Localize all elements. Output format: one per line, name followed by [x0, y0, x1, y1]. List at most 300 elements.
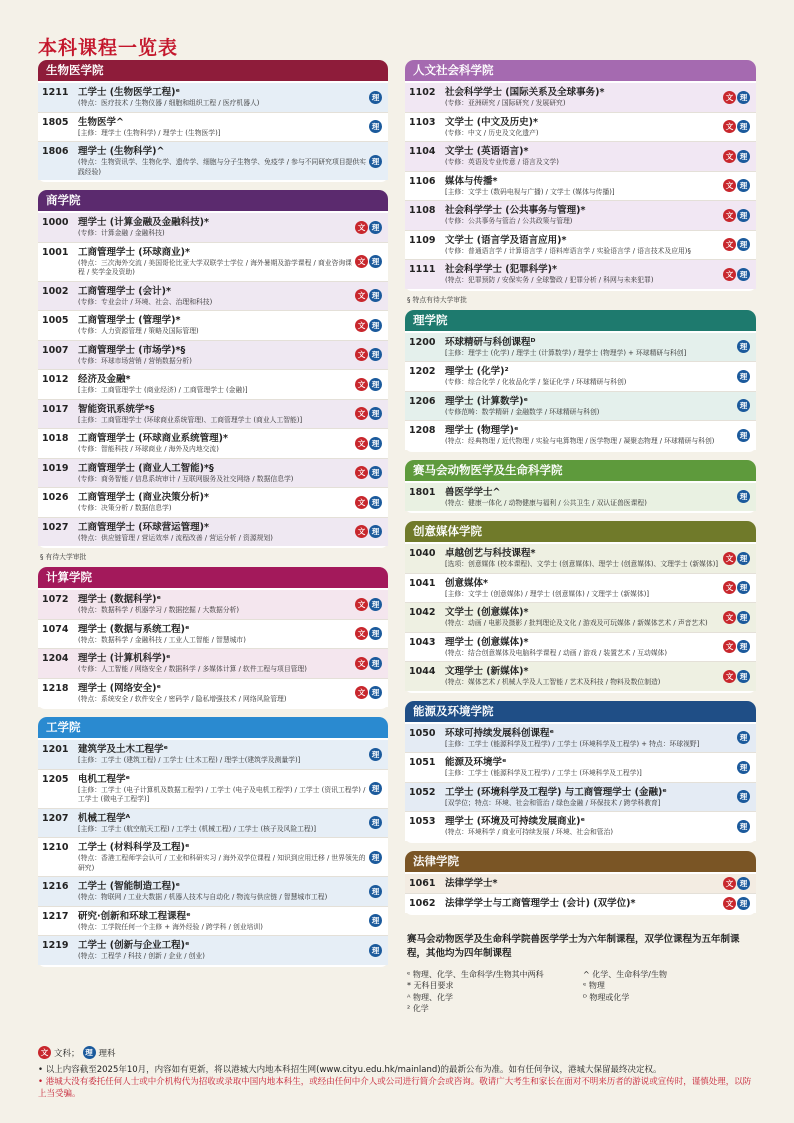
li-badge-icon: 理 — [369, 221, 382, 234]
course-name: 理学士 (计算数学)ᵉ — [445, 395, 529, 407]
course-name: 机械工程学ᴬ — [78, 812, 131, 824]
li-badge-icon: 理 — [737, 761, 750, 774]
course-detail: [双学位；特点：环境、社会和管治 / 绿色金融 / 环保技术 / 跨学科教育] — [445, 798, 661, 807]
stream-badges — [355, 378, 382, 391]
li-badge-icon: 理 — [369, 255, 382, 268]
li-badge-icon: 理 — [737, 790, 750, 803]
wen-badge-icon: 文 — [355, 525, 368, 538]
course-detail: (专修：人工智能 / 网络安全 / 数据科学 / 多媒体计算 / 软件工程与项目管理) — [78, 665, 307, 673]
course-detail: (专修：计算金融 / 金融科技) — [78, 229, 165, 237]
course-row — [38, 907, 388, 937]
course-code: 1218 — [42, 682, 69, 694]
course-code: 1005 — [42, 315, 69, 326]
wen-badge-icon: 文 — [355, 378, 368, 391]
wen-badge-icon: 文 — [355, 466, 368, 479]
course-info — [441, 665, 720, 688]
requirement-legend-item: ᵉ 物理 — [583, 981, 605, 990]
li-badge-icon: 理 — [369, 851, 382, 864]
course-row — [38, 213, 388, 243]
stream-badges — [355, 221, 382, 234]
course-row — [405, 362, 756, 392]
course-info — [74, 623, 352, 646]
course-detail: [主修：理学士 (生物科学) / 理学士 (生物医学)] — [78, 128, 221, 137]
wen-badge-icon: 文 — [355, 348, 368, 361]
course-row — [38, 400, 388, 430]
wen-badge-icon: 文 — [355, 221, 368, 234]
course-name: 工学士 (生物医学工程)ᵉ — [78, 87, 181, 98]
course-detail: (特点：香港工程师学会认可 / 工业和科研实习 / 海外双学位课程 / 知识到应用迁移 / 世界领先的研究) — [78, 854, 366, 872]
stream-badges — [737, 370, 750, 383]
course-row — [38, 282, 388, 312]
course-row — [38, 370, 388, 400]
course-info — [74, 593, 352, 616]
course-row — [38, 809, 388, 839]
course-info — [74, 491, 352, 514]
course-row — [405, 113, 756, 143]
course-name: 环球可持续发展科创课程ᵉ — [445, 727, 555, 739]
wen-badge-icon: 文 — [723, 897, 736, 910]
course-code: 1001 — [42, 246, 69, 258]
course-row — [405, 603, 756, 633]
course-code: 1051 — [409, 757, 436, 768]
course-code: 1207 — [42, 812, 69, 824]
course-detail: (专修范畴：数学精研 / 金融数学 / 环球精研与科创) — [445, 407, 600, 416]
li-badge-icon: 理 — [369, 155, 382, 168]
section-title-energy: 能源及环境学院 — [405, 701, 756, 722]
course-detail: [主修：文学士 (创意媒体) / 理学士 (创意媒体) / 文理学士 (新媒体)] — [445, 589, 650, 598]
section-footnote: § 特点有待大学审批 — [407, 295, 467, 304]
li-badge-icon: 理 — [737, 552, 750, 565]
course-code: 1805 — [42, 116, 69, 128]
course-code: 1104 — [409, 146, 436, 157]
li-badge-icon: 理 — [369, 686, 382, 699]
course-row — [405, 633, 756, 663]
li-badge-icon: 理 — [369, 816, 382, 829]
course-code: 1801 — [409, 486, 436, 498]
li-legend-label: 理科 — [98, 1048, 116, 1059]
section-body-computing — [38, 588, 388, 709]
wen-badge-icon: 文 — [723, 552, 736, 565]
course-detail: (专修：中文 / 历史及文化遗产) — [445, 128, 539, 137]
course-row — [405, 83, 756, 113]
course-info — [441, 727, 734, 750]
course-detail: (特点：系统安全 / 软件安全 / 密码学 / 隐私增强技术 / 网络风险管理) — [78, 694, 287, 703]
li-badge-icon: 理 — [737, 429, 750, 442]
course-row — [38, 113, 388, 143]
li-badge-icon: 理 — [369, 289, 382, 302]
stream-badges — [723, 238, 750, 251]
course-code: 1053 — [409, 816, 436, 827]
course-info — [441, 365, 734, 388]
wen-badge-icon: 文 — [723, 238, 736, 251]
li-badge-icon: 理 — [737, 340, 750, 353]
course-detail: (特点：犯罪预防 / 安保实务 / 全球警政 / 犯罪分析 / 科网与未来犯罪) — [445, 276, 654, 284]
course-detail: [主修：工学士 (建筑工程) / 工学士 (土木工程) / 理学士(建筑学及测量学)] — [78, 756, 301, 764]
li-badge-icon: 理 — [737, 179, 750, 192]
course-code: 1211 — [42, 87, 69, 98]
course-row — [405, 544, 756, 574]
li-badge-icon: 理 — [737, 91, 750, 104]
section-title-bme: 生物医学院 — [38, 60, 388, 81]
page-title: 本科课程一览表 — [38, 37, 179, 59]
course-code: 1103 — [409, 116, 436, 128]
course-name: 社会科学学士 (公共事务与管理)* — [445, 205, 586, 216]
course-info — [74, 86, 366, 109]
course-name: 理学士 (环境及可持续发展商业)ᵉ — [445, 816, 586, 827]
wen-badge-icon: 文 — [355, 319, 368, 332]
course-info — [441, 636, 720, 659]
left-column — [38, 60, 388, 975]
course-code: 1216 — [42, 881, 69, 892]
section-title-humanities: 人文社会科学院 — [405, 60, 756, 81]
course-detail: (专修：环球市场营销 / 营销数据分析) — [78, 356, 192, 365]
section-title-science: 理学院 — [405, 310, 756, 331]
stream-badges — [723, 611, 750, 624]
course-name: 工商管理学士 (环球商业系统管理)* — [78, 433, 228, 444]
course-info — [74, 652, 352, 675]
course-name: 兽医学学士^ — [445, 486, 501, 498]
stream-badges — [369, 748, 382, 761]
course-code: 1109 — [409, 234, 436, 246]
course-name: 文理学士 (新媒体)* — [445, 666, 529, 677]
li-badge-icon: 理 — [369, 525, 382, 538]
stream-badges — [737, 399, 750, 412]
course-row — [405, 894, 756, 913]
stream-badges — [355, 348, 382, 361]
course-row — [405, 812, 756, 841]
stream-badges — [355, 437, 382, 450]
stream-badges — [723, 640, 750, 653]
stream-badges — [723, 670, 750, 683]
wen-badge-icon: 文 — [355, 289, 368, 302]
course-info — [74, 812, 366, 835]
stream-badges — [355, 496, 382, 509]
course-detail: [主修：理学士 (化学) / 理学士 (计算数学) / 理学士 (物理学) + 环球精研与科创] — [445, 348, 687, 357]
course-code: 1108 — [409, 205, 436, 216]
li-badge-icon: 理 — [737, 268, 750, 281]
course-row — [38, 488, 388, 518]
course-info — [74, 682, 352, 705]
wen-badge-icon: 文 — [355, 255, 368, 268]
course-row — [405, 574, 756, 604]
course-name: 社会科学学士 (国际关系及全球事务)* — [445, 87, 605, 98]
course-name: 工商管理学士 (市场学)*§ — [78, 344, 186, 356]
li-badge-icon: 理 — [369, 748, 382, 761]
course-info — [74, 841, 366, 873]
li-badge-icon: 理 — [369, 348, 382, 361]
course-row — [38, 429, 388, 459]
li-badge-icon: 理 — [369, 914, 382, 927]
course-name: 文学士 (创意媒体)* — [445, 607, 529, 618]
course-code: 1041 — [409, 577, 436, 589]
course-name: 理学士 (数据与系统工程)ᵉ — [78, 623, 190, 635]
stream-badges — [355, 686, 382, 699]
course-info — [74, 314, 352, 337]
course-code: 1106 — [409, 175, 436, 187]
stream-badges — [369, 120, 382, 133]
course-name: 工商管理学士 (商业人工智能)*§ — [78, 462, 214, 474]
section-bme — [38, 60, 388, 190]
section-body-humanities — [405, 81, 756, 291]
course-detail: [主修：工学士 (电子计算机及数据工程学) / 工学士 (电子及电机工程学) / 工学士 (资讯工程学) / 工学士 (微电子工程学)] — [78, 785, 366, 803]
section-body-law — [405, 872, 756, 915]
course-code: 1052 — [409, 786, 436, 798]
stream-badges — [723, 209, 750, 222]
course-detail: (特点：生物资讯学、生物化学、遗传学、细胞与分子生物学、免疫学 / 参与不同研究项目提供实践经验) — [78, 158, 366, 176]
course-code: 1061 — [409, 877, 436, 889]
section-computing — [38, 567, 388, 717]
course-name: 环球精研与科创课程ᴰ — [445, 336, 536, 348]
stream-badges — [737, 731, 750, 744]
wen-badge-icon: 文 — [723, 581, 736, 594]
stream-badges — [723, 552, 750, 565]
course-code: 1026 — [42, 492, 69, 503]
stream-badges — [355, 407, 382, 420]
course-info — [441, 145, 720, 168]
course-row — [38, 936, 388, 965]
course-row — [38, 770, 388, 809]
course-code: 1205 — [42, 773, 69, 785]
course-code: 1806 — [42, 146, 69, 157]
course-row — [38, 838, 388, 877]
stream-badges — [355, 319, 382, 332]
stream-badges — [355, 466, 382, 479]
li-badge-icon: 理 — [737, 877, 750, 890]
course-info — [74, 344, 352, 367]
course-code: 1200 — [409, 336, 436, 348]
course-row — [405, 333, 756, 363]
li-badge-icon: 理 — [369, 496, 382, 509]
stream-badges — [369, 91, 382, 104]
li-badge-icon: 理 — [369, 944, 382, 957]
course-name: 工学士 (环境科学及工程学) 与工商管理学士 (金融)ᵉ — [445, 786, 667, 798]
wen-badge-icon: 文 — [723, 209, 736, 222]
course-code: 1219 — [42, 940, 69, 951]
course-detail: (专修：亚洲研究 / 国际研究 / 发展研究) — [445, 99, 566, 107]
course-detail: [主修：工学士 (航空航天工程) / 工学士 (机械工程) / 工学士 (核子及风险工程)] — [78, 824, 317, 833]
course-code: 1002 — [42, 285, 69, 297]
course-name: 智能资讯系统学*§ — [78, 403, 155, 415]
course-row — [38, 620, 388, 650]
course-info — [74, 145, 366, 177]
right-column — [405, 60, 756, 1015]
course-detail: (特点：工程学 / 科技 / 创新 / 企业 / 创业) — [78, 952, 205, 960]
course-code: 1042 — [409, 607, 436, 618]
course-code: 1017 — [42, 403, 69, 415]
course-row — [405, 421, 756, 450]
course-info — [74, 373, 352, 396]
course-detail: (特点：健康一体化 / 动物健康与福利 / 公共卫生 / 双认证兽医课程) — [445, 498, 647, 507]
wen-badge-icon: 文 — [723, 670, 736, 683]
wen-badge-icon: 文 — [355, 627, 368, 640]
course-detail: (专修：公共事务与管治 / 公共政策与管理) — [445, 217, 573, 225]
course-info — [441, 547, 720, 570]
course-code: 1018 — [42, 433, 69, 444]
section-business — [38, 190, 388, 561]
course-row — [405, 783, 756, 813]
course-code: 1027 — [42, 521, 69, 533]
wen-badge-icon: 文 — [723, 179, 736, 192]
course-code: 1204 — [42, 653, 69, 664]
li-badge-icon: 理 — [737, 150, 750, 163]
course-info — [441, 606, 720, 629]
stream-badges — [737, 790, 750, 803]
stream-badges — [723, 877, 750, 890]
course-name: 卓越创艺与科技课程* — [445, 548, 536, 559]
course-row — [38, 243, 388, 282]
course-info — [441, 175, 720, 198]
wen-badge-icon: 文 — [723, 640, 736, 653]
course-detail: (专修：专业会计 / 环境、社会、治理和科技) — [78, 297, 213, 306]
course-row — [38, 649, 388, 679]
course-name: 理学士 (计算金融及金融科技)* — [78, 217, 209, 228]
footer-notes — [38, 1064, 756, 1100]
course-name: 文学士 (英语语言)* — [445, 146, 529, 157]
course-info — [441, 486, 734, 509]
wen-badge-icon: 文 — [38, 1046, 51, 1059]
wen-badge-icon: 文 — [723, 120, 736, 133]
li-badge-icon: 理 — [369, 782, 382, 795]
course-row — [405, 874, 756, 894]
course-row — [405, 201, 756, 231]
course-row — [405, 142, 756, 172]
course-info — [441, 116, 720, 139]
course-name: 经济及金融* — [78, 374, 131, 385]
wen-badge-icon: 文 — [723, 150, 736, 163]
course-name: 工商管理学士 (管理学)* — [78, 315, 181, 326]
course-code: 1206 — [409, 395, 436, 407]
wen-badge-icon: 文 — [355, 598, 368, 611]
section-engineering — [38, 717, 388, 975]
stream-badges — [723, 268, 750, 281]
li-badge-icon: 理 — [737, 399, 750, 412]
course-name: 电机工程学ᵉ — [78, 773, 131, 785]
course-detail: [主修：工学士 (能源科学及工程学) / 工学士 (环境科学及工程学) + 特点：环球视野] — [445, 739, 700, 748]
stream-badges — [355, 627, 382, 640]
section-title-computing: 计算学院 — [38, 567, 388, 588]
requirement-legend-item: ² 化学 — [407, 1004, 429, 1013]
course-row — [405, 753, 756, 783]
course-row — [405, 392, 756, 422]
li-badge-icon: 理 — [737, 640, 750, 653]
course-info — [441, 756, 734, 779]
course-name: 理学士 (化学)² — [445, 366, 509, 377]
li-badge-icon: 理 — [737, 370, 750, 383]
course-info — [74, 521, 352, 544]
course-detail: [主修：文学士 (数码电视与广播) / 文学士 (媒体与传播)] — [445, 187, 615, 196]
course-name: 工商管理学士 (环球商业)* — [78, 246, 190, 258]
course-name: 媒体与传播* — [445, 175, 498, 187]
requirement-legend-item: ᴬ 物理、化学 — [407, 992, 453, 1002]
course-name: 研究·创新和环球工程课程ᵉ — [78, 910, 191, 922]
course-detail: (特点：医疗技术 / 生物仪器 / 细胞和组织工程 / 医疗机器人) — [78, 99, 260, 107]
course-detail: [主修：工商管理学士 (环球商业系统管理)、工商管理学士 (商业人工智能)] — [78, 415, 303, 424]
li-badge-icon: 理 — [369, 407, 382, 420]
li-badge-icon: 理 — [369, 466, 382, 479]
course-info — [74, 403, 352, 426]
course-detail: (特点：物联网 / 工业大数据 / 机器人技术与自动化 / 物流与供应链 / 智慧城市工程) — [78, 893, 328, 901]
course-detail: (特点：媒体艺术 / 机械人学及人工智能 / 艺术及科技 / 物料及数位制造) — [445, 678, 661, 686]
course-detail: (专修：智能科技 / 环球商业 / 海外及内地交流) — [78, 445, 219, 453]
stream-badges — [369, 816, 382, 829]
course-detail: (专修：英语及专业传意 / 语言及文学) — [445, 158, 559, 166]
course-code: 1217 — [42, 910, 69, 922]
course-code: 1102 — [409, 87, 436, 98]
course-name: 理学士 (计算机科学)ᵉ — [78, 653, 171, 664]
course-info — [74, 910, 366, 933]
course-code: 1072 — [42, 594, 69, 605]
course-detail: (特点：结合创意媒体及电脑科学课程 / 动画 / 游戏 / 装置艺术 / 互动媒体) — [445, 648, 668, 657]
stream-badges — [369, 782, 382, 795]
course-info — [441, 336, 734, 359]
course-row — [38, 83, 388, 113]
course-row — [405, 172, 756, 202]
course-row — [405, 260, 756, 289]
course-row — [405, 724, 756, 754]
stream-badges — [369, 851, 382, 864]
course-detail: (特点：动画 / 电影及摄影 / 批判理论及文化 / 游戏及可玩媒体 / 新媒体艺术 / 声音艺术) — [445, 619, 708, 627]
course-name: 工商管理学士 (会计)* — [78, 285, 171, 297]
course-name: 文学士 (中文及历史)* — [445, 116, 538, 128]
wen-legend-label: 文科； — [54, 1048, 80, 1059]
course-code: 1050 — [409, 727, 436, 739]
course-name: 理学士 (生物科学)^ — [78, 146, 165, 157]
course-detail: (专修：普通语言学 / 计算语言学 / 语料库语言学 / 实验语言学 / 语言技术及应用)§ — [445, 246, 691, 255]
stream-badges — [369, 885, 382, 898]
course-code: 1062 — [409, 897, 436, 909]
course-name: 社会科学学士 (犯罪科学)* — [445, 264, 557, 275]
course-code: 1043 — [409, 636, 436, 648]
stream-badges — [355, 289, 382, 302]
course-name: 工商管理学士 (商业决策分析)* — [78, 492, 209, 503]
course-row — [405, 662, 756, 691]
section-title-engineering: 工学院 — [38, 717, 388, 738]
section-energy — [405, 701, 756, 851]
course-detail: (特点：数据科学 / 金融科技 / 工业人工智能 / 智慧城市) — [78, 635, 246, 644]
stream-badges — [723, 897, 750, 910]
course-info — [441, 263, 720, 286]
section-body-engineering — [38, 738, 388, 967]
course-row — [38, 311, 388, 341]
stream-badges — [723, 120, 750, 133]
li-badge-icon: 理 — [737, 611, 750, 624]
course-detail: (专修：商务智能 / 信息系统审计 / 互联网服务及社交网络 / 数据信息学) — [78, 474, 294, 483]
course-detail: (专修：人力资源管理 / 策略及国际管理) — [78, 327, 199, 335]
course-info — [441, 234, 720, 257]
badge-legend — [38, 1046, 116, 1059]
section-body-science — [405, 331, 756, 452]
course-detail: [主修：工商管理学士 (商业经济) / 工商管理学士 (金融)] — [78, 386, 248, 394]
wen-badge-icon: 文 — [723, 611, 736, 624]
stream-badges — [723, 179, 750, 192]
section-body-creative — [405, 542, 756, 693]
section-title-law: 法律学院 — [405, 851, 756, 872]
wen-badge-icon: 文 — [355, 496, 368, 509]
wen-badge-icon: 文 — [723, 91, 736, 104]
course-code: 1044 — [409, 666, 436, 677]
section-law — [405, 851, 756, 923]
stream-badges — [737, 429, 750, 442]
course-info — [74, 285, 352, 308]
course-info — [441, 86, 720, 109]
li-badge-icon: 理 — [369, 91, 382, 104]
stream-badges — [737, 490, 750, 503]
section-science — [405, 310, 756, 460]
stream-badges — [737, 761, 750, 774]
course-code: 1201 — [42, 744, 69, 755]
stream-badges — [723, 150, 750, 163]
course-row — [405, 231, 756, 261]
